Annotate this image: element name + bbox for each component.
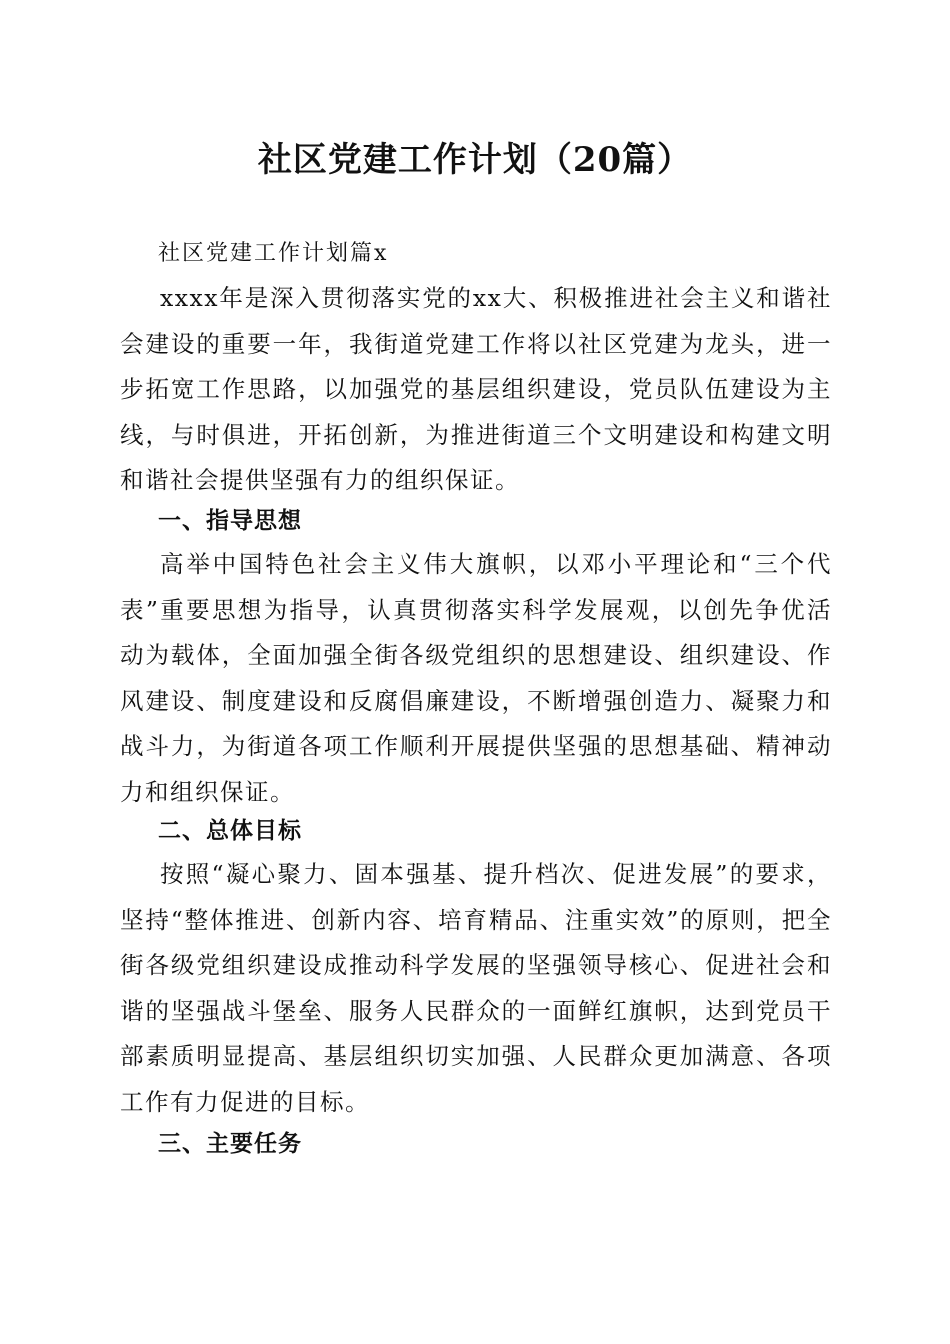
intro-paragraph: xxxx年是深入贯彻落实党的xx大、积极推进社会主义和谐社会建设的重要一年，我街道党建工作将以社区党建为龙头，进一步拓宽工作思路，以加强党的基层组织建设，党员队伍建设为主线，与时俱进，开拓创新，为推进街道三个文明建设和构建文明和谐社会提供坚强有力的组织保证。 [120, 284, 832, 494]
section-body-guiding-ideology: 高举中国特色社会主义伟大旗帜，以邓小平理论和“三个代表”重要思想为指导，认真贯彻落实科学发展观，以创先争优活动为载体，全面加强全街各级党组织的思想建设、组织建设、作风建设、制度建设和反腐倡廉建设，不断增强创造力、凝聚力和战斗力，为街道各项工作顺利开展提供坚强的思想基础、精神动力和组织保证。 [120, 550, 832, 806]
section-heading-guiding-ideology: 一、指导思想 [158, 508, 302, 534]
section-body-overall-goals: 按照“凝心聚力、固本强基、提升档次、促进发展”的要求，坚持“整体推进、创新内容、培育精品、注重实效”的原则，把全街各级党组织建设成推动科学发展的坚强领导核心、促进社会和谐的坚强战斗堡垒、服务人民群众的一面鲜红旗帜，达到党员干部素质明显提高、基层组织切实加强、人民群众更加满意、各项工作有力促进的目标。 [120, 860, 832, 1116]
section-heading-overall-goals: 二、总体目标 [158, 818, 302, 844]
document-subtitle: 社区党建工作计划篇x [158, 241, 389, 266]
document-title: 社区党建工作计划（20篇） [257, 140, 693, 180]
section-heading-main-tasks: 三、主要任务 [158, 1131, 302, 1157]
